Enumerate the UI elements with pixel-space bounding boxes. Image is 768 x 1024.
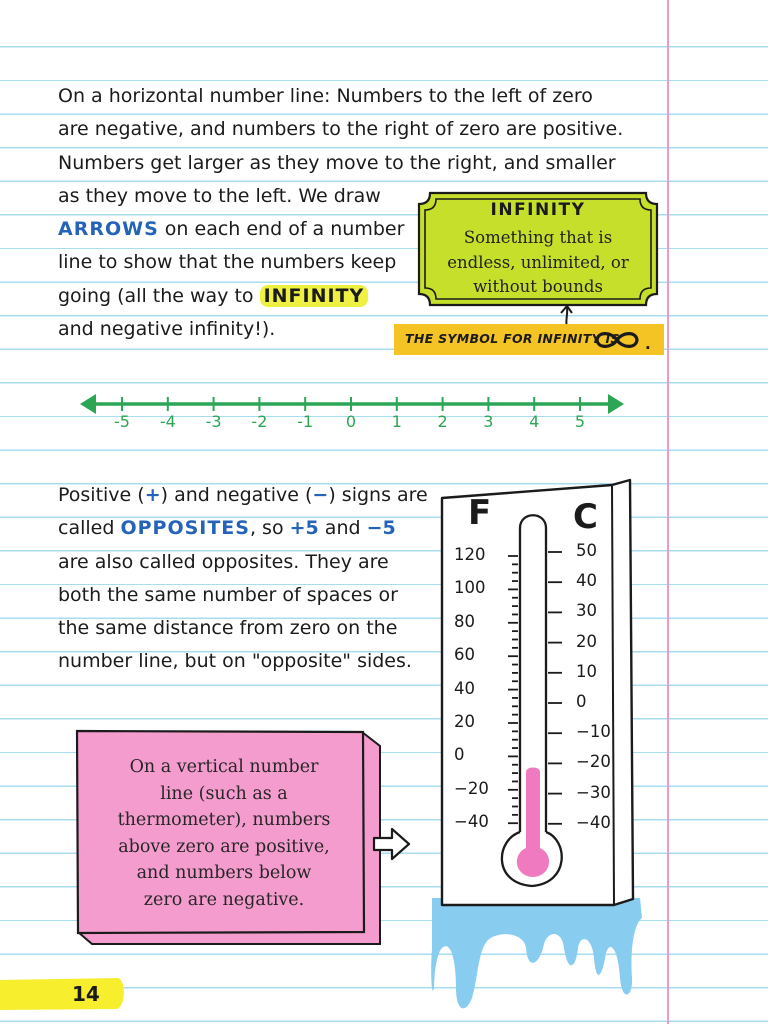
celsius-tick-label: −40 [576,812,611,832]
fahrenheit-tick-label: 80 [454,611,475,631]
intro-line-4: as they move to the left. We draw [58,184,381,207]
number-line-label: 3 [483,412,494,431]
number-line-label: -1 [297,412,314,431]
right-arrow-icon [372,826,412,862]
opposites-line-2 [58,512,428,545]
infinity-symbol-caption: THE SYMBOL FOR INFINITY IS [405,331,620,346]
opposites-term: OPPOSITES [120,517,250,540]
infinity-symbol-icon [592,329,642,351]
celsius-tick-label: −10 [576,722,611,742]
plus-five: +5 [289,517,319,540]
vertical-note-line-5: and numbers below [136,863,312,883]
plus-sign: + [144,484,161,506]
infinity-definition-box [416,190,660,308]
vertical-note-line-2: line (such as a [160,783,288,804]
right-arrowhead-icon [608,394,624,414]
opposites-line-2-start: called [58,517,121,540]
opposites-line-3: are also called opposites. They are [58,550,389,573]
opposites-line-2-and: and [318,517,367,540]
intro-line-8: and negative infinity!). [58,318,276,341]
thermometer-illustration [430,478,674,1024]
number-line-label: 5 [574,412,586,431]
number-line-label: -5 [114,412,130,431]
fahrenheit-tick-label: 60 [454,645,475,665]
infinity-symbol-banner [394,324,664,355]
infinity-def-line-3: without bounds [473,277,603,296]
fahrenheit-tick-label: 100 [454,578,486,598]
number-line-label: 4 [529,412,540,431]
infinity-definition [436,226,640,300]
page-number: 14 [72,982,100,1006]
number-line-label: -3 [205,412,222,431]
minus-sign: − [312,484,329,506]
opposites-line-1-start: Positive ( [58,484,145,506]
celsius-tick-label: 10 [576,661,597,681]
celsius-tick-label: 40 [576,571,597,591]
intro-line-2: are negative, and numbers to the right of zero are positive. [58,118,624,141]
infinity-title: INFINITY [490,200,586,220]
opposites-line-4: both the same number of spaces or [58,583,398,606]
left-arrowhead-icon [80,394,96,414]
opposites-paragraph [58,479,428,679]
intro-line-7-start: going (all the way to [58,284,260,307]
opposites-line-1 [58,479,428,512]
celsius-tick-label: 0 [576,692,587,711]
intro-line-5-rest: on each end of a number [158,218,405,241]
number-line-label: -4 [159,412,176,431]
number-line-label: 2 [437,412,448,431]
fahrenheit-tick-label: 0 [454,745,465,765]
arrows-term: ARROWS [58,218,159,241]
number-line-label: 0 [345,412,357,431]
fahrenheit-tick-label: 120 [454,545,486,564]
infinity-def-line-1: Something that is [463,228,613,247]
number-line-label: 1 [391,412,402,431]
vertical-note-line-3: thermometer), numbers [117,810,331,830]
opposites-line-2-mid: , so [249,517,290,540]
vertical-number-line-note [74,728,374,938]
minus-five: −5 [366,517,396,540]
fahrenheit-tick-label: −40 [454,812,489,832]
opposites-line-1-mid: ) and negative ( [160,484,313,506]
intro-line-6: line to show that the numbers keep [58,251,397,274]
intro-line-3: Numbers get larger as they move to the right, and smaller [58,151,616,174]
horizontal-number-line [78,384,626,444]
celsius-tick-label: 50 [576,541,597,560]
infinity-symbol-period: . [645,335,651,353]
intro-line-1: On a horizontal number line: Numbers to the left of zero [58,85,593,107]
opposites-line-1-end: ) signs are [328,484,428,506]
celsius-tick-label: −20 [576,752,611,772]
infinity-def-line-2: endless, unlimited, or [447,252,629,272]
opposites-line-5: the same distance from zero on the [58,617,398,640]
page-number-highlight [0,976,125,1012]
vertical-note-line-1: On a vertical number [129,757,319,777]
celsius-label: C [573,497,598,537]
ice-icon [431,898,642,1008]
fahrenheit-tick-label: −20 [454,778,489,798]
celsius-tick-label: 30 [576,601,597,621]
celsius-tick-label: 20 [576,631,597,651]
fahrenheit-tick-label: 20 [454,712,475,731]
infinity-term-highlight: INFINITY [260,285,369,307]
opposites-line-6: number line, but on "opposite" sides. [58,650,412,673]
fahrenheit-tick-label: 40 [454,678,475,698]
vertical-note-line-4: above zero are positive, [118,836,330,857]
celsius-tick-label: −30 [576,782,611,802]
vertical-note-line-6: zero are negative. [143,889,305,910]
fahrenheit-label: F [468,493,492,533]
vertical-note-text [84,754,364,913]
number-line-label: -2 [251,412,268,431]
